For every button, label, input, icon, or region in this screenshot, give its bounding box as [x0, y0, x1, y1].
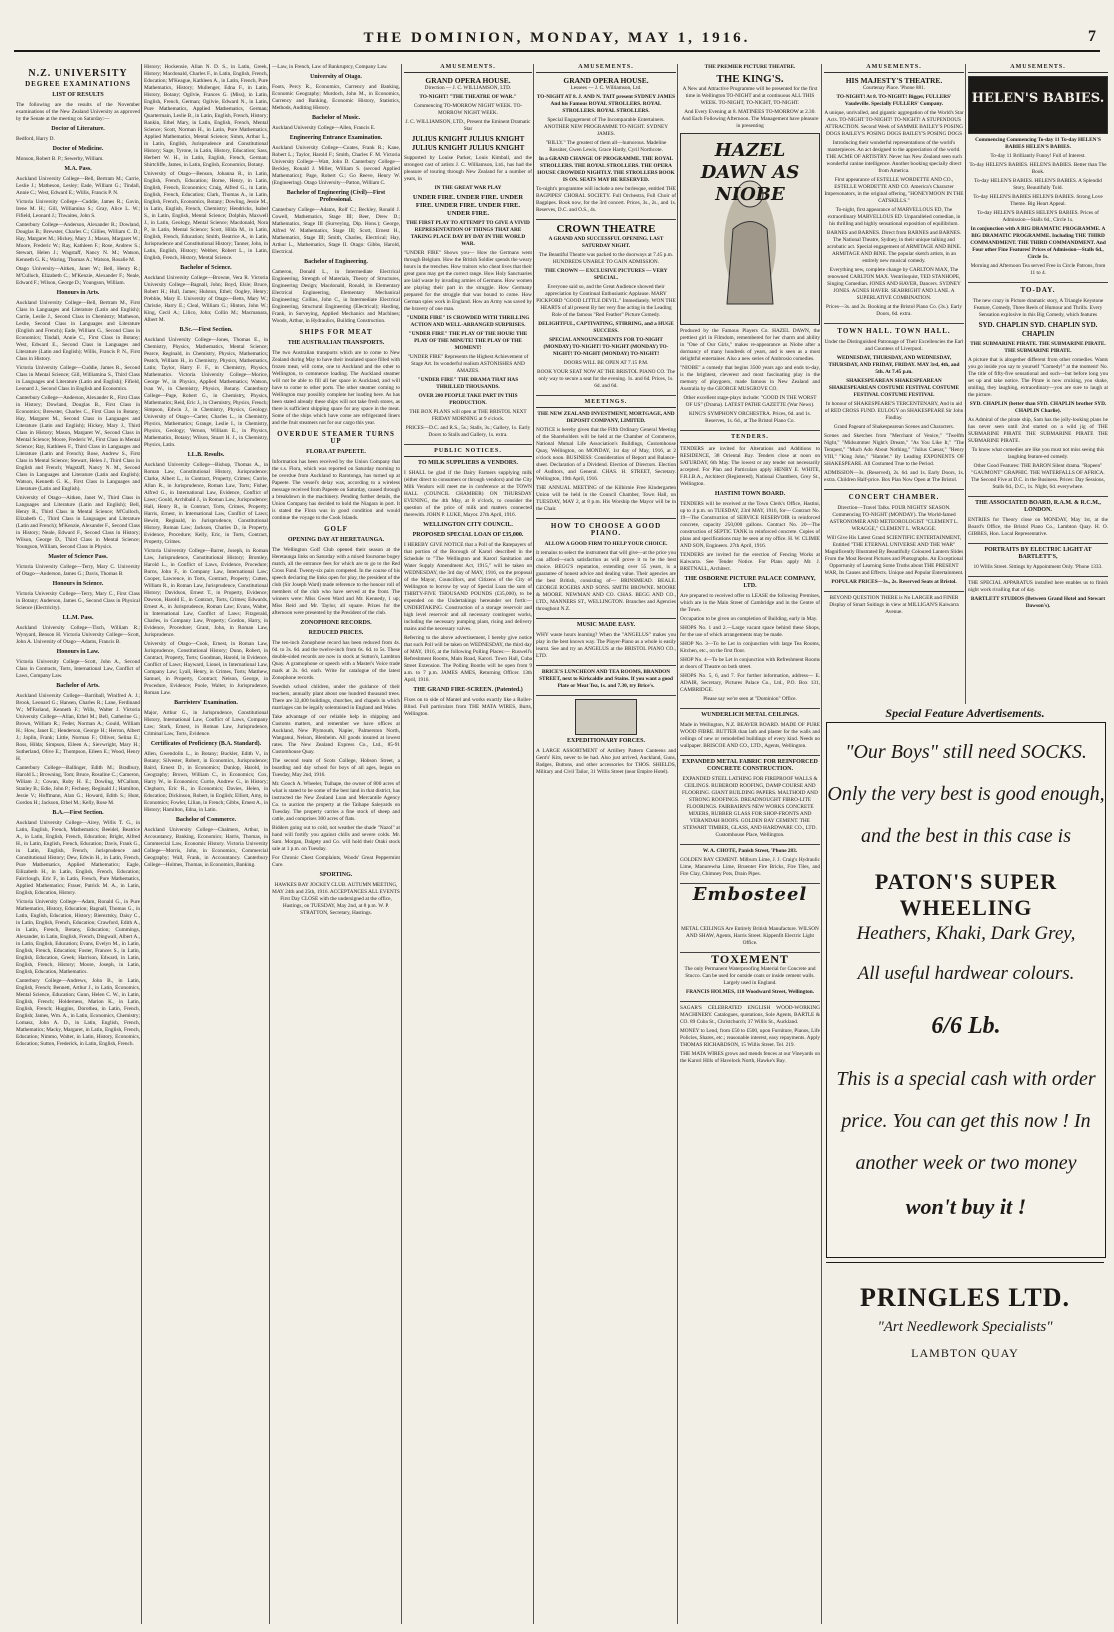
advertisement-text: ENTRIES for Theory close on MONDAY, May 1st, at the Board's Office, the Bristol Piano Co., Lambton Quay. H. O. GIBBES, Hon. Local Representative.: [968, 517, 1108, 537]
ad-line: Heathers, Khaki, Dark Grey,: [856, 923, 1076, 944]
ad-line: This is a special cash with order: [836, 1068, 1096, 1090]
advertisement-title: THE ASSOCIATED BOARD, R.A.M. & R.C.M., LONDON.: [975, 500, 1101, 513]
advertisement-text: "UNDER FIRE" Represents the Highest Achievement of Stage Art. Its wonderful realism ASTONISHES AND AMAZES.: [407, 354, 529, 374]
article-paragraph: Canterbury College—Andrews, John B., in Latin, English, French; Bennett, Arthur J., in Latin, Economics, Mental Science, Education; Gunn, Helen C. W., in Latin, English, French; Holderness, Marion K., in Latin, English, French; Huggins, Dorothea, in Latin, French, English; James, Wm. A., in Latin, Economics, Chemistry; Lomasz, John A. D., in Latin, English, French, Mathematics; Macky, Margaret, in Latin, English, French, Education; Nimmo, Walter, in Latin, History, Economics, Education; Sutton, Frederick, in Latin, English, French.: [16, 978, 140, 1047]
column-university-results-continued: [144, 64, 268, 1624]
helens-babies-banner: [968, 76, 1108, 134]
advertisement-text: BARTLETT STUDIOS (Between Grand Hotel and Stewart Dawson's).: [970, 596, 1106, 609]
advertisement-text: TO-NIGHT AT 8. J. AND N. TAIT present SYDNEY JAMES And his Famous ROYAL STROLLERS. ROYAL STROLLERS. ROYAL STROLLERS.: [536, 94, 676, 114]
section-banner: TENDERS.: [680, 434, 820, 443]
advertisement-title: MUSIC MADE EASY.: [576, 622, 636, 628]
advertisement-text: Everything new, complete change by CARLTON MAX, The renowned CARLTON MAX. Ventriloquist, TED STANHOPE, Singing Comedian. JONES AND HAVER, Dancers. SYDNEY JONES. AGNES HAVER. SEABRIGHT AND LANE. A SUPERLATIVE COMBINATION.: [827, 267, 961, 301]
advertisement-text: HAWKES BAY JOCKEY CLUB. AUTUMN MEETING, MAY 24th and 25th, 1916. ACCEPTANCES ALL EVENTS First Day CLOSE with the undersigned at the office, Hastings, on TUESDAY, May 2nd, at 8 p.m. W. P. STRATTON, Secretary, Hastings.: [272, 882, 400, 916]
advertisement-text: 10 Willis Street. Sittings by Appointment Only. 'Phone 1333.: [973, 564, 1103, 570]
newspaper-title: THE DOMINION, MONDAY, MAY 1, 1916.: [363, 30, 751, 46]
article-paragraph: Information has been received by the Union Company that the s.s. Flora, which was reported on Saturday morning to be overdue from Auckland to Rarotonga, has turned up at Papeete. The vessel's delay was, according to a wireless message received from Papeete on Saturday, caused through a breakdown in the machinery. Pending further details, the Union Company has decided to hold the Niagara in port. It is stated the Flora was in good condition and would continue the voyage to the Cook Islands.: [272, 459, 400, 521]
column-divider: [677, 64, 678, 1624]
article-paragraph: Auckland University College—Tisch, William R.; Wynyard, Benson H. Victoria University College—Scott, John A. University of Otago—Adams, Francis B.: [16, 625, 140, 645]
advertisement-text: To-night, first appearance of MARVELLOUS ED, The extraordinary MARVELLOUS ED. Unparalleled comedian, in his thrilling and highly sensational exposition of equilibrium.: [827, 207, 961, 227]
column-divider: [269, 64, 270, 1624]
advertisement-text: SYD. CHAPLIN (better than SYD. CHAPLIN brother SYD. CHAPLIN Charlie).: [969, 401, 1107, 414]
advertisement-text: WHY waste hours learning? When the "ANGELUS" makes you play in the best known way. The Player-Piano as a whole is easily learnt. See and try an ANGELUS at the BRISTOL PIANO CO., LTD.: [536, 632, 676, 659]
section-heading: Doctor of Medicine.: [52, 146, 104, 152]
column-divider: [965, 64, 966, 704]
section-heading: Bachelor of Engineering (Civil)—First Professional.: [286, 190, 386, 203]
advertisement-text: THE BOX PLANS will open at THE BRISTOL NEXT FRIDAY MORNING at 9 o'clock.: [409, 409, 527, 422]
ad-line: won't buy it !: [905, 1194, 1027, 1219]
advertisement-text: SHAKESPEAREAN SHAKESPEAREAN SHAKESPEAREAN COSTUME FESTIVAL COSTUME FESTIVAL COSTUME FESTIVAL: [828, 378, 960, 398]
column-university-results: [16, 64, 140, 1624]
advertisement: [968, 287, 1108, 497]
article-paragraph: Victoria University College—Barrer, Joseph, in Roman Law, Jurisprudence, Constitutional History; Bromley, Harold L., in Conflict of Laws, Evidence, Procedure; Burns, John F., in Company Law, International Law; Cooper, Lawrence, in Torts, Contract, Property; Cutten, William R., in Roman Law, Jurisprudence, Constitutional History; Davidson, Ernest T., in Property, Evidence; Dawson, Harold E., in Contract, Torts, Crimes; Edwards, Ernest A., in Jurisprudence, Roman Law; Evans, Walter, in International Law, Conflict of Laws; Fitzgerald, Charles, in Company Law, Property; Gordon, Harry, in Evidence, Procedure; Grant, John, in Roman Law, Jurisprudence.: [144, 548, 268, 638]
article-paragraph: Major, Arthur G., in Jurisprudence, Constitutional History, International Law, Conflict of Laws, Company Law; Stark, Ernest, in Roman Law, Jurisprudence, Criminal Law, Torts, Evidence.: [144, 710, 268, 737]
advertisement-text: SAGAR'S CELEBRATED ENGLISH WOOD-WORKING MACHINERY. Catalogues, quotations, Sole Agents, BARTLE & CO. 89 Cuba St., Christchurch; 37 Willis St., Auckland.: [680, 1005, 820, 1025]
article-paragraph: —Law, in French, Law of Bankruptcy, Company Law.: [272, 64, 388, 70]
article-paragraph: Auckland University College—Bell, Bertram M.; Carrie, Leslie J.; Matheson, Lesley; Eade, William G.; Tindall, Annie C.; West, Edward E.; Willis, Francis P. N.: [16, 176, 140, 196]
advertisement-text: THE SUBMARINE PIRATE. THE SUBMARINE PIRATE. THE SUBMARINE PIRATE.: [970, 341, 1106, 354]
ad-product-name: PATON'S SUPER WHEELING: [874, 869, 1058, 920]
ad-company-name: PRINGLES LTD.: [860, 1283, 1070, 1312]
advertisement-text: ALLOW A GOOD FIRM TO HELP YOUR CHOICE.: [544, 541, 668, 547]
advertisement-text: TO-NIGHT! At 8. TO-NIGHT! Bigger, FULLERS' Vaudeville. Specially FULLERS' Company.: [836, 94, 952, 107]
notice-text: I SHALL be glad if the Dairy Farmers supplying milk (either direct to consumers or through vendors) and the City Milk Vendors will meet me in conference at the TOWN HALL (COUNCIL CHAMBER) ON THURSDAY EVENING, the 4th May, at 8 o'clock, to consider the question of the price of milk and matters connected therewith. JOHN P. LUKE, Mayor. 27th April, 1916.: [404, 470, 532, 518]
column-amusements-2: [536, 64, 676, 1624]
advertisement-text: Supported by Louise Parker, Louis Kimball, and the strongest cast of artists J. C. Williamson, Ltd., has had the pleasure of touring through New Zealand for a number of years, in: [404, 155, 532, 182]
column-amusements-5: [968, 64, 1108, 704]
column-divider: [401, 64, 402, 1624]
article-paragraph: University of Otago—Benson, Johanna R., in Latin, English, French, Education; Borne, Henry, in Latin, English, French, Economics; Craig, Alfred G., in Latin, English, French, Education; Clark, Thomas A., in Latin, English, French, Economics, Botany; Dowling, Jessie M., in Latin, English, French, Chemistry; Hendricks, Isabel S., in Latin, English, Mental Science; Dolphin, Maxwell J., in Latin, Geology, Mental Science; Macdonald, Nora P., in Latin, Mental Science; Scott, Hilda M., in Latin, English, French, Education; Smith, Beatrice A., in Latin, Jurisprudence and Constitutional History; Tanner, John, in Latin, English, History; Webber, Robert L., in Latin, English, French, History, Mental Science.: [144, 171, 268, 261]
article-paragraph: Auckland University College—Airey, Willis T. G., in Latin, English, French, Mathematics; Beeidel, Beatrice A., in Latin, English, French, Education; Bright, Alfred H., in Latin, English, French, Education; Davis, Frank G., in Latin, English, French, Jurisprudence and Constitutional History; Dew, Edwin H., in Latin, French, Pure Mathematics, Applied Mathematics; Eagle, Eilizabeth H., in Latin, English, French, Education; Fairclough, Eric F., in Latin, French, Pure Mathematics, Applied Mathematics; Fraser, Patrick M. A., in Latin, English, Education, History.: [16, 820, 140, 896]
advertisement: [680, 952, 820, 1002]
article-paragraph: University of Otago—Aitken, Janet W., Third Class in Languages and Literature (Latin and English); Bell, Henry R., Third Class in Mental Science; M'Culloch, Elizabeth C., Third Class in Languages and Literature (Latin and French); M'Kenzie, Alexander F., Second Class in History; Neale, Edward F., Second Class in History; Wilson, George D., Third Class in Mental Science; Youngson, William, Second Class in Physics.: [16, 495, 140, 550]
notice-title: WELLINGTON CITY COUNCIL.: [423, 522, 513, 528]
advertisement-text: As Admiral of the pirate ship, Sam has the jolly-looking plans he has never seen until 2nd started on a wild jig of THE SUBMARINE PIRATE THE SUBMARINE PIRATE THE SUBMARINE PIRATE.: [968, 417, 1108, 444]
advertisement-text: A GRAND AND SUCCESSFUL OPENING. LAST SATURDAY NIGHT.: [548, 236, 664, 249]
column-divider: [821, 64, 822, 1624]
notice-title: HASTINI TOWN BOARD.: [714, 491, 786, 497]
article-paragraph: Otago University—Aitken, Janet W.; Bell, Henry R.; M'Culloch, Elizabeth C.; M'Kenzie, Alexander F.; Neale, Edward F.; Wilson, George D.; Youngson, William.: [16, 266, 140, 286]
section-heading: LL.B. Results.: [187, 452, 225, 458]
article-paragraph: Auckland University College—Jones, Thomas E., in Chemistry, Physics, Mathematics, Mental Science; Pearce, Reginald, in Chemistry, Physics, Mathematics; Peatch, William H., in Chemistry, Physics, Mathematics, Latin; Taylor, Harry F. F., in Chemistry, Physics, Mathematics. Victoria University College—Morice, George W., in Physics, Applied Mathematics; Watson, Ivan W., in Chemistry, Physics, Botany. Canterbury College—Page, Robert G., in Chemistry, Physics, Mathematics; Reid, Eric J., in Chemistry, Physics, French; Simpson, Edwin J., in Chemistry, Physics, Geology. University of Otago—Carter, Charles L., in Chemistry, Physics, Mathematics; Grange, Leslie I., in Chemistry, Physics, Geology; Vernon, William E., in Physics, Mathematics, Botany; Wilson, Stuart H. J., in Chemistry, Physics, Latin.: [144, 337, 268, 448]
advertisement-text: TO-NIGHT! "THE THEATRE OF WAR.": [419, 94, 517, 100]
advertisement-text: Direction—Travel Talks. FOUR NIGHTS' SEASON. Commencing TO-NIGHT (MONDAY). The World-famed ASTRONOMER AND METEOROLOGIST "CLEMENT L. WRAGGE," CLEMENT L. WRAGGE.: [829, 505, 959, 532]
advertisement-title: THE KING'S.: [716, 73, 784, 85]
advertisement-text: To-night's programme will include a new burlesque, entitled THE BAGPIPES' CHORAL SOCIETY. Full Orchestra, Full Choir of Bagpipes. Book now, for the 3rd concert. Prices, 3s., 2s., and 1s. Reserves, D.C. and O.S., 4s.: [536, 186, 676, 213]
ad-line: and the best in this case is: [861, 825, 1071, 847]
notice-text: Occupation to be given on completion of Building, early in May.: [680, 616, 818, 622]
article-paragraph: The following are the results of the November examinations of the New Zealand University as approved by the Senate at the meeting on Saturday:—: [16, 102, 140, 122]
section-heading: B.A.—First Section.: [52, 810, 104, 816]
article-paragraph: Victoria University College—Cuddie, James R.; Gavin, Irene M. H.; Gill, Williamina S.; Gray, Alice L. W.; Fifield, Leonard J.; Thwaites, John S.: [16, 199, 140, 219]
section-heading: Barristers' Examination.: [174, 700, 238, 706]
article-paragraph: Allen, Gwendolin L., in Botany; Buckler, Edith V., in Botany; Silvester, Robert, in Economics, Jurisprudence; Baird, Ernest D., in Economics; Dunlop, Harold, in Geography; Brown, William C., in Economics; Cox, Harry W., in Economics; Currie, Andrew G., in History; Cleghorn, Eric R., in Economics; Davies, Helen, in Education; Dickinson, Robert, in English; Elliott, Amy, in Economics; Fowler, Lilian, in French; Gibbs, Ernest A., in History; Hamilton, Edna, in Latin.: [144, 751, 268, 813]
article-paragraph: Victoria University College—Terry, Mary C., First Class in Botany; Anderson, James G., Second Class in Physical Science (Electricity).: [16, 591, 140, 611]
advertisement-title: PORTRAITS BY ELECTRIC LIGHT AT BARTLETT'S,: [984, 547, 1092, 560]
advertisement-text: THE MATA WIRES grows and mends fences at our Vineyards on the Karori Hills of Havelock North, Hawke's Bay.: [680, 1051, 820, 1064]
advertisement: [680, 759, 820, 845]
section-heading: Engineering Entrance Examination.: [289, 135, 383, 141]
advertisement-text: Scenes and Sketches from "Merchant of Venice," "Twelfth Night," "Midsummer Night's Dream," "As You Like It," "The Tempest," "Much Ado About Nothing," "Julius Caesar," "Henry VIII," "King John," "Hamlet." By Leading EXPONENTS OF SHAKESPEARE. All Costumed True to the Period.: [824, 433, 964, 467]
advertisement-text: EXPANDED STEEL LATHING FOR FIREPROOF WALLS & CEILINGS. RUBEROID ROOFING, DAMP COURSE AND FLOORING. GIANT BUILDING PAPERS. MALTHOID AND STRONG ROOFINGS. DREADNOUGHT FIBRO-LITE FLOORINGS. FAIRBAIRN'S NEW WORKS CONCRETE MIXERS, RUBBER GLASS FOR SHOP-FRONTS AND VERANDAH ROOFS. GOLDEN BAY CEMENT. THE STEWART TIMBER, GLASS, AND HARDWARE CO., LTD. Customhouse Place, Wellington.: [682, 776, 818, 838]
section-banner: AMUSEMENTS.: [824, 64, 964, 73]
ad-address: LAMBTON QUAY: [911, 1346, 1019, 1360]
article-paragraph: Bedford, Harry D.: [16, 136, 55, 142]
advertisement-text: "UNDER FIRE" THE PLAY OF THE HOUR! THE PLAY OF THE MINUTE! THE PLAY OF THE MOMENT!: [408, 331, 528, 351]
advertisement-text: In a GRAND CHANGE OF PROGRAMME. THE ROYAL STROLLERS. THE ROYAL STROLLERS. THE OPERA HOUSE CROWDED NIGHTLY. THE STROLLERS BOOK IS ON. SEATS MAY BE RESERVED.: [537, 156, 675, 183]
column-amusements-4: [824, 64, 964, 704]
advertisement: [536, 411, 676, 519]
advertisement-text: OVER 200 PEOPLE TAKE PART IN THIS PRODUCTION.: [418, 393, 518, 406]
advertisement: [824, 328, 964, 490]
masthead-rule: [14, 50, 1100, 52]
advertisement-text: WEDNESDAY, THURSDAY, AND WEDNESDAY, THURSDAY, AND FRIDAY, FRIDAY. MAY 3rd, 4th, and 5th. At 7.45 p.m.: [828, 355, 960, 375]
section-banner: AMUSEMENTS.: [404, 64, 532, 73]
article-paragraph: Canterbury College—Anderson, Alexander R.; Dowland, Douglas B.; Brewster, Charles C.; Gillies, William C. D.; Hay, Margaret M.; Hickey, Mary J.; Mason, Margaret W.; Moore, Frederic W.; Ray, Kathleen F.; Rose, Andrew S.; Stewart, Helen J.; Wagstaff, Nancy N. M.; Watson, Kenneth G. K.; Waring, Thomas A.; Watson, Rosalie M.: [16, 222, 140, 263]
article-paragraph: Canterbury College—Anderson, Alexander R., First Class in History; Dowland, Douglas B., First Class in Economics; Brewster, Charles C., First Class in Botany; Hay, Margaret M., Second Class in Languages and Literature (Latin and English); Hickey, Mary J., Third Class in History; Mason, Margaret W., Second Class in Mental Science; Moore, Frederic W., First Class in Mental Science; Ray, Kathleen F., Third Class in Languages and Literature (Latin and French); Rose, Andrew S., First Class in Mental Science; Stewart, Helen J., Third Class in English and French; Wagstaff, Nancy N. M., Second Class in Languages and Literature (Latin and English); Watson, Kenneth G. K., First Class in Languages and Literature (Latin and English).: [16, 395, 140, 492]
article-paragraph: Auckland University College—Coates, Frank R.; Kane, Robert L.; Taylor, Harold F.; Smith, Charles F. M. Victoria University College—Watt, John D. Canterbury College—Beckley, Ronald J. Miller, William S. (second Applied Mathematics); Page, Robert G.; Go Reeve, Henry W. (Engineering). Otago University—Patton, William C.: [272, 145, 400, 186]
ad-line: "Our Boys" still need SOCKS.: [845, 741, 1087, 763]
advertisement-text: To know what comedies are like you must not miss seeing this laughing feature-ed comedy.: [971, 447, 1105, 460]
article-paragraph: Victoria University College—Cuddie, James R., Second Class in Mental Science; Gill, Williamina S., Third Class in Languages and Literature (Latin and English); Fifield, Leonard J., Second Class in English and Economics.: [16, 365, 140, 392]
advertisement-title: HIS MAJESTY'S THEATRE.: [845, 76, 943, 85]
column-divider: [141, 64, 142, 1624]
advertisement-text: J. C. WILLIAMSON, LTD., Present the Eminent Dramatic Star: [405, 119, 531, 132]
advertisement-text: To-day HELEN'S BABIES. HELEN'S BABIES. A Splendid Story, Beautifully Told.: [974, 178, 1102, 191]
page-number: 7: [1088, 28, 1096, 45]
section-heading: Certificates of Proficiency (B.A. Standard).: [150, 741, 262, 747]
article-paragraph: Auckland University College—Barriball, Winifred A. J.; Brook, Leonard G.; Hansen, Charles R.; Lane, Ferdinand W.; M'Farland, Kenneth F.; Wills, Walter J. Victoria University College—Allan, Ethel M.; Bell, Catherine G.; Brown, William R.; Feder, Norman A.; Gould, William H.; How, Janet E.; Henderson, George H.; Herron, Albert J.; Joplin, Frank; Little, Norman F.; Olliver, Selina E.; Ross, Hilda; Simpson, Eileen A.; Sievwright, Mary H.; Sutherland, Olive E.; Thompson, Eileen E.; Wood, Henry H.: [16, 693, 140, 762]
advertisement-text: "BILLY." The greatest of them all—humorous. Madeline Rossiter, Gwen Lewis, Grace Hardy, Cyril Northcote.: [545, 140, 667, 153]
advertisement-text: Special Engagement of The Incomparable Entertainers. ANOTHER NEW PROGRAMME TO-NIGHT. SYDNEY JAMES.: [543, 117, 669, 137]
advertisement: [968, 500, 1108, 544]
advertisement-text: The Beautiful Theatre was packed to the doorways at 7.45 p.m. HUNDREDS UNABLE TO GAIN ADMISSION.: [538, 252, 674, 265]
advertisement-text: First appearance of ESTELLE WORDETTE AND CO., ESTELLE WORDETTE AND CO. America's Character Impersonators, in the original offering, "HONEYMOON IN THE CATSKILLS.": [824, 177, 964, 204]
advertisement-text: FRANCIS HOLMES, 118 Woodward Street, Wellington.: [685, 989, 815, 995]
advertisement-text: ADMISSION—3s. (Reserved), 2s. 6d. and 1s. Early Doors, 1s. extra. Children Half-price. Box Plan Now Open at The Bristol.: [824, 470, 964, 483]
advertisement-text: Direction — J. C. WILLIAMSON, LTD.: [424, 85, 512, 91]
advertisement-text: Lessees — J. C. Williamson, Ltd.: [570, 85, 642, 91]
advertisement-title: CROWN THEATRE: [556, 223, 656, 235]
advertisement-text: Produced by the Famous Players Co. HAZEL DAWN, the prettiest girl in Filmdom, remembered for her charm and ability in "One of Our Girls," makes re-appearance as Niobe after a dormancy of many hundreds of years, and is seen as a most delightful entertainer. Also a new series of Ambrosio comedies.: [680, 328, 820, 362]
advertisement: [404, 76, 532, 445]
column-divider: [533, 64, 534, 1624]
advertisement-text: To-day HELEN'S BABIES HELEN'S BABIES. Strong Love Theme. Big Heart Appeal.: [973, 194, 1103, 207]
section-banner: MEETINGS.: [536, 399, 676, 408]
advertisement-text: Other excellent stage-plays include: "GOOD IN THE WORST OF US" (Drama). LATEST PATHE GAZETTE (War News).: [683, 395, 817, 408]
article-paragraph: University of Otago—Cook, Ernest, in Roman Law, Jurisprudence, Constitutional History; Dunn, Robert, in Contract, Property, Torts; Goodman, Harold, in Evidence, Conflict of Laws; Hayward, Lionel, in International Law, Company Law; Lyall, Henry, in Crimes, Torts; Matthew, Samuel, in Property, Contract; Nelson, George, in Procedure, Evidence; Poole, Walter, in Jurisprudence, Roman Law.: [144, 641, 268, 696]
advertisement-text: BARNES and BARNES. Direct from BARNES and BARNES. The National Theatre, Sydney, in their unique talking and acrobatic act. Special engagement of ARMITAGE AND BINE. ARMITAGE AND BINE. The popular sketch artists, in an entirely new musical comedy.: [826, 230, 962, 264]
advertisement-title: EXPEDITIONARY FORCES.: [567, 738, 645, 744]
ad-line: Only the very best is good enough,: [827, 783, 1105, 805]
advertisement-text: And Every Evening at 8. MATINEES TO-MORROW at 2.30. And Each Following Afternoon. The Management have pleasure in presenting: [681, 109, 819, 129]
advertisement-text: IN THE GREAT WAR PLAY: [434, 185, 502, 191]
column-news: [272, 64, 400, 1624]
advertisement-text: "UNDER FIRE" IS CROWDED WITH THRILLING ACTION AND WELL-ARRANGED SURPRISES.: [406, 315, 530, 328]
advertisement-text: BOOK YOUR SEAT NOW AT THE BRISTOL PIANO CO. The only way to secure a seat for the evening. 1s. and 6d. Prices, 1s. 6d. and 6d.: [537, 369, 675, 389]
advertisement-text: The new crazy in Picture dramatic story, A Triangle Keystone Feature, Comedy, Three Reels of Humour and Thrills. Every Sensation explosive in this Big Comedy, which features: [972, 298, 1104, 318]
article-subheading: FLORA AT PAPEETE.: [306, 449, 366, 455]
notice-text: TENDERS are invited for the erection of Fencing Works at Kaiwarra. See Tender Notice. For Plans apply Mr. J. BRETNALL, Architect.: [680, 552, 820, 572]
advertisement-title: HOW TO CHOOSE A GOOD PIANO.: [550, 522, 662, 537]
article-paragraph: Auckland University College—Chalmers, Arthur, in Accountancy, Banking, Economics; Harris, Thomas, in Commercial Law, Economic History. Victoria University College—Morris, John, in Economics, Commercial Geography; Wall, Frank, in Accountancy. Canterbury College—Holmes, Thomas, in Economics, Banking.: [144, 827, 268, 868]
advertisement-text: Morning and Afternoon Tea served Free in Circle Patrons, from 11 to 4.: [970, 263, 1106, 276]
notice-text: SHOP No. 3—To be Let in conjunction with large Tea Rooms, Kitchen, etc., on the first floor.: [680, 641, 820, 654]
article-paragraph: Mr. Gooch A. Wheeler, Tuihape, the owner of 800 acres of what is stated to be some of the best land in that district, has instructed the New Zealand Loan and Mercantile Agency Co. to auction the property at the Taihape Saleyards on Tuesday. The property carries a fine stock of sheep and cattle, and comprises 300 acres of flats.: [272, 781, 400, 822]
section-heading: Honours in Science.: [52, 581, 104, 587]
advertisement-title: CONCERT CHAMBER.: [848, 493, 940, 501]
notice-title: THE NEW ZEALAND INVESTMENT, MORTGAGE, AND DEPOSIT COMPANY, LIMITED.: [537, 411, 675, 424]
advertisement: [536, 669, 676, 696]
article-paragraph: Canterbury College—Ballinger, Edith M.; Bradbury, Harold L.; Browning, Tom; Bruce, Rosaline C.; Cameron, Wiliam J.; Cowan, Ruby H. E.; Dowling, M'Callum, Stanley B.; Edie, John P.; Fechney, Reginald J.; Hamilton, Jessie V.; Hoffmann, Alan G.; Howard, Edith S.; Hunt, Gordon H.; Jackson, Ethel M.; Kelly, Rose M.: [16, 765, 140, 806]
illustration: [575, 699, 637, 735]
advertisement: [680, 576, 820, 709]
column-amusements-1: [404, 64, 532, 1624]
article-subheading: LIST OF RESULTS: [52, 92, 104, 98]
advertisement: [536, 523, 676, 619]
advertisement-text: THE FIRST PLAY TO ATTEMPT TO GIVE A VIVID REPRESENTATION OF THINGS THAT ARE TAKING PLACE DAY BY DAY IN THE WORLD WAR.: [406, 220, 530, 247]
advertisement-text: KING'S SYMPHONY ORCHESTRA. Prices, 6d. and 1s. Reserves, 1s. 6d., at The Bristol Piano Co.: [688, 411, 811, 424]
section-heading: Bachelor of Arts.: [56, 683, 100, 689]
article-subheading: DEGREE EXAMINATIONS: [25, 80, 131, 88]
ad-line: another week or two money: [855, 1152, 1077, 1174]
advertisement-title: TO-DAY.: [1020, 286, 1056, 294]
advertisement-text: "UNDER FIRE" THE DRAMA THAT HAS THRILLED THOUSANDS.: [417, 377, 519, 390]
advertisement: [536, 223, 676, 396]
article-heading: N.Z. UNIVERSITY: [28, 68, 128, 79]
advertisement-text: Made in Wellington, N.Z. BEAVER BOARD. MADE OF PURE WOOD FIBRE. BUTTER than lath and plaster for the walls and ceilings of new or remodelled buildings of every kind. Needs no wallpaper. BRISCOE AND CO., LTD., Agents, Wellington.: [680, 722, 820, 749]
advertisement: [536, 622, 676, 666]
advertisement: [536, 76, 676, 220]
article-subheading: THE AUSTRALIAN TRANSPORTS.: [287, 340, 385, 346]
notice-text: Referring to the above advertisement, I hereby give notice that such Poll will be taken on WEDNESDAY, the third day of MAY, 1916, at the following Polling Places:— Ruswell's Refreshment Rooms, Main Road, Karori. Town Hall, Cuba Street Extension. The Polling Booths will be open from 9 a.m. to 7 p.m. JAMES AMES, Returning Officer. 13th April, 1916.: [404, 635, 532, 683]
article-paragraph: Auckland University College—Bell, Bertram M., First Class in Languages and Literature (Latin and English); Carrie, Leslie J., Second Class in Chemistry; Matheson, Leslie, Second Class in Languages and Literature (English and French); Eade, William G., Second Class in Economics; Tindall, Annie C., First Class in Botany; West, Edward E., Second Class in Languages and Literature (Latin and English); Willis, Francis P. N., First Class in History.: [16, 300, 140, 362]
article-paragraph: The two Australian transports which are to come to New Zealand during May to have their insulated space filled with frozen meat, will come, one to Auckland and the other to Wellington, to commence loading. The Auckland steamer will not be able to fill all her space in Auckland, and will have to come to other ports. The other steamer coming to Wellington may possibly complete her loading here. As has been stated already these ships will not take fresh stores, as there is sufficient shipping space for any space in the meat. Some of the ships which have come are refrigerated liners and the fruit steamers not for our cargo this year.: [272, 350, 400, 426]
advertisement-text: "NIOBE" a comedy that begins 3500 years ago and ends to-day, is the brightest, cleverest and most fascinating play in the memory of playgoers, made famous in New Zealand and Australia by the GEORGE MUSGROVE CO.: [680, 365, 820, 392]
advertisement-text: Will Give His Latest Grand SCIENTIFIC ENTERTAINMENT, Entitled "THE ETERNAL UNIVERSE AND THE WAR" Magnificently Illustrated By Beautifully Coloured Lantern Slides From the Most Recent Pictures and Photographs. An Exceptional Opportunity of Learning Some Truths about THE PRESENT WAR, Its Causes and Effects. Unique and Popular Entertainment.: [824, 535, 964, 576]
article-paragraph: For Chronic Chest Complaints, Woods' Great Peppermint Cure.: [272, 855, 400, 868]
ad-price: 6/6 Lb.: [931, 1013, 1001, 1039]
advertisement: [824, 494, 964, 592]
article-paragraph: The second team of Scots College, Hobson Street, a boarding and day school for boys of all ages, began on Tuesday, May 2nd, 1916.: [272, 758, 400, 778]
section-heading: Honours in Law.: [56, 649, 100, 655]
section-heading: Bachelor of Engineering.: [304, 259, 368, 265]
notice-title: TO MILK SUPPLIERS & VENDORS.: [418, 460, 518, 466]
section-heading: REDUCED PRICES.: [308, 630, 364, 636]
notice-text: THE ANNUAL MEETING of the Kilbirnie Free Kindergarten Union will be held in the Council Chamber, Town Hall, on TUESDAY, MAY 2, at 8 p.m. His Worship the Mayor will be in the Chair.: [536, 485, 676, 512]
ad-line: price. You can get this now ! In: [841, 1110, 1091, 1132]
article-paragraph: Swedish school children, under the guidance of their teachers, annually plant about one hundred thousand trees. There are 32,400 buildings, churches, and chapels in which marriages can be legally solemnised in England and Wales.: [272, 684, 400, 711]
advertisement-text: In honour of SHAKESPEARE'S TERCENTENARY, And in aid of RED CROSS FUND. EULOGY on SHAKESPEARE Sir John Findlay.: [824, 401, 964, 421]
article-paragraph: Foots, Percy R., Economics, Currency and Banking, Economic Geography; Murdoch, John M., in Economics, Currency and Banking, Economic History, Statistics, Methods, Auditing History.: [272, 84, 400, 111]
article-heading: GOLF: [324, 525, 348, 533]
article-paragraph: Auckland University College—Allen, Francis E.: [272, 125, 376, 131]
advertisement-title: GRAND OPERA HOUSE.: [425, 76, 511, 85]
notice-text: Fixes on to side of Mantel and works exactly like a Roller-Blind. Full particulars from THE MATA WIRES, Burts, Wellington.: [404, 697, 532, 717]
advertisement-text: Introducing their wonderful representations of the world's masterpieces. An act designed to the appreciation of the world. THE ACME OF ARTISTRY. Never has New Zealand seen such wonderful canine intelligence. Another booking specially direct from America.: [826, 140, 962, 174]
article-paragraph: Victoria University College—Terry, Mary C. University of Otago—Anderson, James G.; Davis, Thomas B.: [16, 564, 140, 577]
advertisement-text: JULIUS KNIGHT JULIUS KNIGHT JULIUS KNIGHT JULIUS KNIGHT: [411, 135, 525, 152]
section-heading: Master of Science Pass.: [48, 554, 108, 560]
notice-text: Please say we're seen at "Dominion" Office.: [703, 696, 797, 702]
ad-line: All useful hardwear colours.: [857, 963, 1075, 984]
section-heading: Bachelor of Music.: [311, 115, 361, 121]
advertisement-text: Commencing TO-MORROW NIGHT WEEK. TO-MORROW NIGHT WEEK.: [413, 103, 523, 116]
advertisement-text: A unique, unrivalled, and gigantic aggregation of the World's Star Acts. TO-NIGHT TO-NIGHT! TO-NIGHT! A STUPENDOUS ATTRACTION. Second Week of SAMMIE BAILEY'S POSING DOGS BAILEY'S POSING DOGS BAILEY'S POSING DOGS: [824, 110, 964, 137]
section-heading: B.Sc.—First Section.: [179, 327, 233, 333]
advertisement-text: To-day 11 Brilliantly Funny! Full of Interest.: [990, 153, 1086, 159]
notice-text: SHOP No. 4—To be Let in conjunction with Refreshment Rooms at doors of Theatre on both street.: [680, 657, 820, 670]
notice-title: PROPOSED SPECIAL LOAN OF £35,000.: [412, 532, 524, 538]
niobe-illustration: [680, 133, 820, 325]
section-heading: M.A. Pass.: [64, 166, 92, 172]
advertisement-text: To-day HELEN'S BABIES. HELEN'S BABIES. Better than The Book.: [969, 162, 1107, 175]
article-heading: OVERDUE STEAMER TURNS UP: [277, 430, 395, 445]
advertisement-text: Courtenay Place. 'Phone 881.: [862, 85, 926, 91]
advertisement-text: To-day HELEN'S BABIES HELEN'S BABIES. Prices of Admission—Stalls 6d., Circle 1s.: [977, 210, 1099, 223]
advertisement-text: DELIGHTFUL, CAPTIVATING, STIRRING, and a HUGE SUCCESS.: [538, 321, 674, 334]
section-banner: PUBLIC NOTICES.: [404, 448, 532, 457]
advertisement-text: METAL CEILINGS Are Entirely British Manufacture. WILSON AND SHAW, Agents, Harris Street. Kippenfit Electric Light Office.: [681, 926, 819, 946]
advertisement: [968, 137, 1108, 283]
advertisement-text: THE CROWN — EXCLUSIVE PICTURES — VERY SPECIAL.: [544, 268, 668, 281]
notice-text: SHOPS No. 5, 6, and 7. For further information, address— E. ADAIR, Secretary, Pictures Palace Co., Ltd., P.O. Box 131, CAMBRIDGE.: [680, 673, 820, 693]
advertisement: [680, 884, 820, 953]
banner-title: HELEN'S BABIES.: [971, 91, 1105, 106]
section-heading: Doctor of Literature.: [51, 126, 105, 132]
advertisement: [824, 76, 964, 324]
advertisement-text: GOLDEN BAY CEMENT. Milburn Lime, J. J. Craig's Hydraulic Lime, Manurewha Lime, Bruenter Fire Bricks, Fire Tiles, and Fire Clay, Chimney Pots, Drain Pipes.: [680, 857, 820, 877]
advertisement-text: MONEY to Lend, from £50 to £500, upon Furniture, Pianos, Life Policies, Shares, etc.; reasonable interest, easy repayments. Apply THOMAS RICHARDSON, 15 Willis Street. Tel. 219.: [680, 1028, 820, 1048]
article-paragraph: History; Hockensie, Allan N. D. S., in Latin, Greek, History; Macdonald, Charles F., in Latin, English, French, Education; M'Keague, Kathleen A., in Latin, French, Pure Mathematics, History; Mullenger, Edna F., in Latin, History, Botany; Ogilvie, Frances G. (Miss), in Latin, English, French, German; Ogilvie, Edward N., in Latin, Pure Mathematics, Applied Mathematics, German; Quartermain, Leslie B., in Latin, English, French, History; Rankin, Ethel Mary, in Latin, English, French, Mental Science; Scott, Norman H., in Latin, Pure Mathematics, Applied Mathematics, Mental Science; Simm, Arthur L., in Latin, English, Jurisprudence and Constitutional History; Sage, Tyrone, in Latin, History, Education; Sass, Herbert W. H., in Latin, English, French, German; Shirtcliffe, James, in Latin, English, Economics, Botany.: [144, 64, 268, 168]
article-paragraph: The ten-inch Zonophone record has been reduced from 4s. 6d. to 3s. 6d. and the twelve-inch from 6s. 6d. to 5s. These double-sided records are now in stock at Sutton's, Lambton Quay. A gramophone or speech with a Master's Voice trade mark at 2s. 6d. each. Write for catalogue of the latest Zonophone records.: [272, 640, 400, 681]
section-heading: ZONOPHONE RECORDS.: [300, 620, 372, 626]
section-heading: University of Otago.: [310, 74, 362, 80]
advertisement: [680, 848, 820, 884]
masthead: [0, 28, 1114, 64]
article-paragraph: Auckland University College—Browne, Vera R. Victoria University College—Bagnall, John; Boyd, Elsie; Bruce, Robert H.; Hull, James; Hulston, Ethel; Oogley, Henry; Prebble, Mary E. University of Otago—Betts, Mary W.; Christie, Harry E.; Cleal, William G.; Hinton, John W.; King, Cecil A.; Lilico, John; Collin M.; Macmanara, Albert M.: [144, 275, 268, 323]
advertisement-text: A New and Attractive Programme will be presented for the first time in Wellington TO-NIGHT and at continuous ALL THIS WEEK. TO-NIGHT, TO-NIGHT, TO-NIGHT.: [682, 86, 818, 106]
advertisement-text: W. A. CHOTE, Panish Street, 'Phone 283.: [702, 848, 798, 854]
niobe-title: HAZEL DAWN AS NIOBE: [700, 140, 800, 205]
notice-text: SHOPS No. 1 and 2.—Large vacant space behind these Shops, for the use of which arrangements may be made.: [680, 625, 820, 638]
section-heading: LL.M. Pass.: [62, 615, 94, 621]
advertisement-text: "UNDER FIRE" Shows you— How the Germans went through Belgium. How the British Soldier spends the weary hours in the trenches. How traitors who cheat lives that their great guns may get the correct range. How Holy Sanctuaries are laid waste by invading armies of Germans. How women are playing their part in the struggle. How Germany prepared for the struggle that was bound to come. How German spies work in England. How an Army was saved by the bravery of one man.: [404, 250, 532, 312]
notice-text: I HEREBY GIVE NOTICE that a Poll of the Ratepayers of that portion of the Borough of Karori described in the Schedule to "The Wellington and Karori Sanitation and Water Supply Amendment Act, 1915," will be taken on WEDNESDAY, the 3rd day of MAY, 1916, on the proposal of the Mayor, Councillors, and Citizens of the City of Wellington to borrow by way of Special Loan the sum of THIRTY-FIVE THOUSAND POUNDS (£35,000), to be expended on the Undertakings hereunder set forth:— UNDERTAKING. Construction of a storage reservoir and high level reservoir and all necessary contingent works, including the necessary pumping plant, rising and delivery mains and the necessary valves.: [404, 542, 532, 632]
advertisement-text: Commencing Commencing To-day 11 To-day HELEN'S BABIES HELEN'S BABIES.: [975, 137, 1101, 150]
notice-text: TENDERS will be received at the Town Clerk's Office, Hastini, up to 4 p.m. on TUESDAY, 23rd MAY, 1916, for— Contract No. 19—The Construction of SERVICE RESERVOIR in reinforced concrete, capacity 250,000 gallons. Contract No. 20—The construction of SEPTIC TANK in reinforced concrete. Copies of plans and specifications may be seen at my office. H. W. CLIMIE AND SON, Engineers. 27th April, 1916.: [680, 501, 820, 549]
advertisement-text: PRICES—D.C. and R.S., 5s.; Stalls, 3s.; Gallery, 1s. Early Doors to Stalls and Gallery, 1s. extra.: [405, 425, 531, 438]
article-paragraph: Victoria University College—Scott, John A., Second Class in Contracts, Torts, International Law, Conflict of Laws, Company Law.: [16, 659, 140, 679]
section-heading: Bachelor of Commerce.: [175, 817, 237, 823]
article-paragraph: Cameron, Donald L., in Intermediate Electrical Engineering, Strength of Materials, Theory of Structures, Engineering Design; Macdonald, Ronald, in Elementary Electrical Engineering, Elementary Mechanical Engineering; Collins, John C., in Intermediate Electrical Engineering, Structural Engineering (Electrical); Harding, Frank, in Surveying, Applied Mechanics and Machines; Woods, Arthur, in Hydraulics, Building Construction.: [272, 269, 400, 324]
advertisement-text: The only Permanent Waterproofing Material for Concrete and Stucco. Can be used for outside coats or inside cement walls. Largely used in England.: [684, 966, 816, 986]
section-banner: AMUSEMENTS.: [536, 64, 676, 73]
advertisement: [968, 547, 1108, 577]
ad-tagline: "Art Needlework Specialists": [877, 1319, 1053, 1335]
column-amusements-3: [680, 64, 820, 1624]
notice-title: THE OSBORNE PICTURE PALACE COMPANY, LTD.: [684, 576, 816, 589]
advertisement-text: THE SPECIAL APPARATUS installed here enables us to finish night work rivalling that of day.: [968, 580, 1108, 593]
advertisement: [680, 64, 820, 431]
article-heading: SHIPS FOR MEAT: [299, 328, 373, 336]
advertisement-text: Under the Distinguished Patronage of Their Excellencies the Earl and Countess of Liverpool.: [824, 339, 964, 352]
advertisement-text: A picture that is altogether different from other comedies. Wants you go inside you say to yourself "Comedy!" at the moment! No. The title of fifty-five sensational and such—but before long you set up and take notice. The Pirate is now cruising, you shake, smiling, they laughing, extraordinary—you are sure to laugh at the picture.: [968, 357, 1108, 398]
embosteel-logo: [690, 884, 810, 923]
advertisement-text: In conjunction with A BIG DRAMATIC PROGRAMME. A BIG DRAMATIC PROGRAMME. Including THE THIRD COMMANDMENT. THE THIRD COMMANDMENT. And Four other Fine Features! Prices of Admission—Stalls 6d., Circle 1s.: [970, 226, 1106, 260]
advertisement-text: A LARGE ASSORTMENT of Artillery Pattern Canteens and Gent's' Kits, never to be had. Also just arrived, Auckland, Guns, Badges, Buttons, and other accessories for THOS. SHIELDS, Military and Civil Tailor, 31 Willis Street (near Empire Hotel).: [536, 748, 676, 775]
advertisement-text: It remains to select the instrument that will give—at the price you can afford—such satisfaction as will prove it to be the best choice. BEGG'S reputation, extending over 55 years, is a guarantee of honest advice and dealing value. Their agencies are the best British, consisting of— BRINSMEAD. BEALE. GEORGE ROGERS AND SONS. SMITH BROWNE. MOORE & MOORE. NEWMAN AND CO. CHAS. BEGG AND CO., LTD., MANNERS ST., WELLINGTON. Branches and Agencies throughout N.Z.: [536, 550, 676, 612]
article-paragraph: Victoria University College—Adam, Ronald G., in Pure Mathematics, History, Education; Bagnall, Thomas G., in Latin, English, Education, History; Biereztsky, Daisy C., in Latin, English, French, Education; Crawford, Edith A., in Latin, French, Botany, Education; Cummings, Alexander, in Latin, English, French, Dingwall, Albert A., in Latin, English, Education; Evans, Evelyn M., in Latin, English, French, Education; Foster, Frances S., in Latin, English, Education, Greek; Harrison, Edward, in Latin, English, French, History; Moore, Joseph, in Latin, English, Education, Mathematics.: [16, 899, 140, 975]
article-subheading: OPENING DAY AT HERETAUNGA.: [287, 537, 385, 543]
section-heading: Bachelor of Science.: [180, 265, 232, 271]
advertisement-text: DOORS WILL BE OPEN AT 7.15 P.M.: [563, 360, 649, 366]
notice-text: Are prepared to received offer to LEASE the following Premises, which are in the Main Street of Cambridge and in the Centre of the Town.: [680, 593, 820, 613]
advertisement-text: SPECIAL ANNOUNCEMENTS FOR TO-NIGHT (MONDAY) TO-NIGHT! TO-NIGHT (MONDAY) TO-NIGHT! TO-NIGHT (MONDAY) TO-NIGHT!: [543, 337, 669, 357]
embosteel-wordmark: Embosteel: [692, 884, 808, 905]
advertisement-text: POPULAR PRICES—3s., 2s. Reserved Seats at Bristol.: [831, 579, 957, 585]
notice-title: THE GRAND FIRE-SCREEN. (Patented.): [413, 687, 523, 693]
article-paragraph: Canterbury College—Adams, Rolf C.; Beckley, Ronald J. Cowell, Mathematics, Stage III; Beer, Drew D.; Mathematics, Stage III (Surveying, Dip. Hons.); George, Alfred W. Mathematics, Stage III; Scott, Ernest H., Mathematics, Stage III; Smith, Charles, Electrical; Hay, Arthur L., Mathematics, Stage II. Otago: Gibbs, Harold, Electrical.: [272, 207, 400, 255]
section-heading: Honours in Arts.: [56, 290, 100, 296]
article-paragraph: Bidders going out to cold, not weather the shade "Nazol" at hand will fortify you against chills and severe colds. Mr. Sam. Morgan, Dalgety and Co. will hold their Otaki stock sale at 1 p.m. on Tuesday.: [272, 825, 400, 852]
section-banner: AMUSEMENTS.: [968, 64, 1108, 73]
special-feature-heading: Special Feature Advertisements.: [885, 706, 1045, 720]
article-paragraph: Monson, Robert B. P.; Sewerby, William.: [16, 156, 104, 162]
patons-advertisement: [826, 722, 1106, 1258]
advertisement-text: Other Good Features: THE BARON Silent drama. "Ropeen" "GAUMONT" GRAPHIC. THE WATERFALLS OF AFRICA. The Second Five at D.C. in the Business. Prices: Day Sessions, Stalls 6d., D.C., 1s. Night, 6d. everywhere.: [971, 463, 1105, 490]
advertisement-title: WUNDERLICH METAL CEILINGS.: [701, 712, 799, 718]
advertisement-title: GRAND OPERA HOUSE.: [563, 76, 649, 85]
advertisement-text: Grand Pageant of Shakespearean Scenes and Characters.: [833, 424, 955, 430]
advertisement-text: BRICE'S LUNCHEON AND TEA ROOMS, BRANDON STREET, next to Kirkcaldie and Stains. If you want a good Plate or Meat Tea, 1s. and 7.30, try Brice's.: [539, 669, 673, 689]
advertisement-title: TOXEMENT: [711, 952, 789, 966]
advertisement-title: EXPANDED METAL FABRIC FOR REINFORCED CONCRETE CONSTRUCTION.: [682, 759, 818, 772]
advertisement-text: UNDER FIRE. UNDER FIRE. UNDER FIRE. UNDER FIRE. UNDER FIRE. UNDER FIRE.: [412, 194, 524, 217]
advertisement: [680, 712, 820, 756]
pringles-advertisement: [826, 1262, 1104, 1363]
notice-text: TENDERS are invited for Alterations and Additions to RESIDENCE, 38 Oriental Bay. Tenders close at noon on SATURDAY, 6th May. The lowest or any tender not necessarily accepted. For Plan and Particulars apply HENRY E. WHITE, F.R.I.B.A., Architect (Registered), National Chambers, Grey St., Wellington.: [680, 446, 820, 487]
section-heading: SPORTING.: [319, 872, 353, 878]
article-paragraph: Take advantage of our reliable help in shipping and Customs matters, and remember we have offices at Auckland, New Plymouth, Napier, Palmerston North, Wanganui, Nelson, Blenheim. All goods insured at lowest rates. The New Zealand Express Co., Ltd., 85-91 Customhouse Quay.: [272, 714, 400, 755]
advertisement-text: SYD. CHAPLIN SYD. CHAPLIN SYD. CHAPLIN: [978, 321, 1098, 338]
advertisement-text: THE PREMIER PICTURE THEATRE.: [704, 64, 796, 70]
advertisement-title: TOWN HALL. TOWN HALL.: [837, 327, 951, 335]
advertisement-text: Everyone said so, and the Great Audience showed their appreciation by Continual Enthusiastic Applause. MARY PICKFORD "GOOD LITTLE DEVIL." Immediately. WON THE HEARTS of all present By her very fine acting in the Leading Role of the famous "Red Feather" Picture Comedy.: [536, 284, 676, 318]
article-paragraph: Auckland University College—Bishop, Thomas A., in Roman Law, Constitutional History, Jurisprudence; Clarke, Albert L., in Contract, Property, Crimes; Currie, Allan R., in Jurisprudence, Roman Law, Torts; Fisher, Alfred G., in International Law, Evidence, Conflict of Laws; Gould, Archibald J., in Roman Law, Jurisprudence; Hall, Henry R., in Contract, Torts, Crimes, Property; Harris, Ernest, in International Law, Conflict of Laws; Hewitt, Reginald, in Jurisprudence, Constitutional History, Roman Law; Jackson, Charles D., in Property, Evidence, Procedure; Kelly, Eric, in Torts, Contract, Property, Crimes.: [144, 462, 268, 545]
article-paragraph: The Wellington Golf Club opened their season at the Heretaunga links on Saturday with a mixed foursome bogey match, all the entrance fees for which are to go to the Red Cross Fund. Twenty-six pairs competed. In the course of his speech declaring the links open for play, the president of the club (Sir Joseph Ward) made reference to the honour roll of members of the club who have served at the front. The winners were: Miss Gwen Ward and Mr. Kennedy, 1 up; Miss Reid and Mr. Taylor, all square. Prizes for the afternoon were presented by the President of the club.: [272, 547, 400, 616]
advertisement-text: BEYOND QUESTION THERE is No LARGER and FINER Display of Smart Suitings in view at MILLIGAN'S Kaiwarra Avenue.: [829, 595, 959, 615]
notice-text: NOTICE is hereby given that the Fifth Ordinary General Meeting of the Shareholders will be held at the Chamber of Commerce, National Mutual Life Association's Buildings, Customhouse Quay, Wellington, on MONDAY, 1st day of May, 1916, at 2 o'clock noon. BUSINESS: Consideration of Report and Balance-sheet. Declaration of a Dividend. Election of Directors. Election of Auditors, and General. CHAS. H. STREET, Secretary. Wellington, 19th April, 1916.: [536, 427, 676, 482]
advertisement-text: Prices—3s. and 2s. Booking at the Bristol Piano Co. (3s.). Early Doors, 6d. extra.: [825, 304, 963, 317]
